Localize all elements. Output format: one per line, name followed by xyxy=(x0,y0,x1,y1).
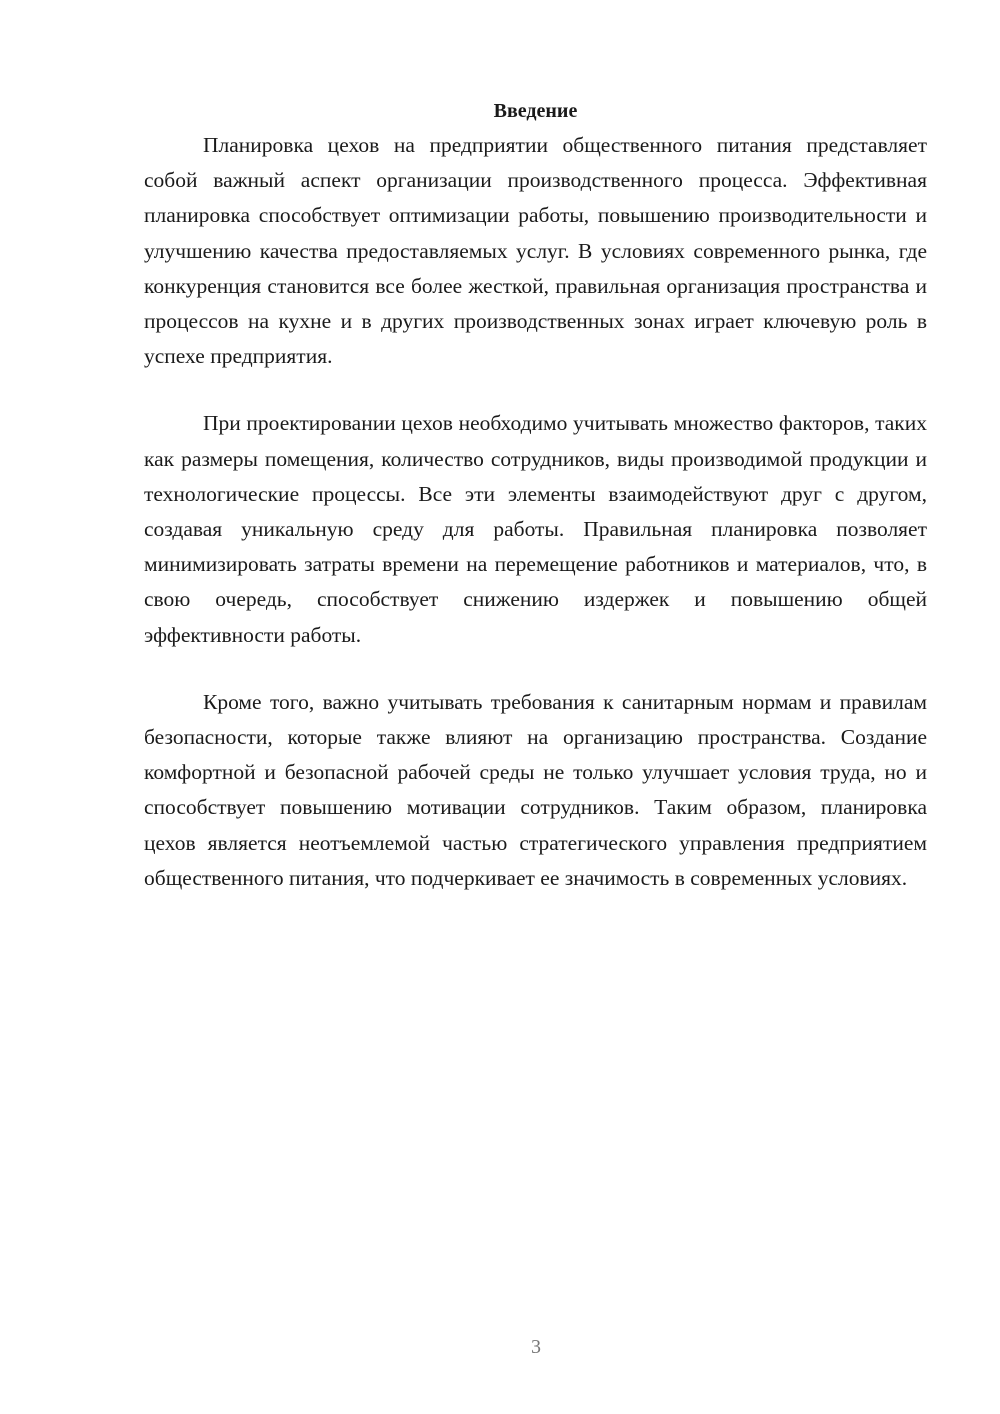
page-number: 3 xyxy=(531,1336,541,1358)
paragraph-2: При проектировании цехов необходимо учитывать множество факторов, таких как размеры помещения, количество сотрудников, виды производимой продукции и технологические процессы. Все эти элементы взаимодействуют друг с другом, создавая уникальную среду для работы. Правильная планировка позволяет минимизировать затраты времени на перемещение работников и материалов, что, в свою очередь, способствует снижению издержек и повышению общей эффективности работы. xyxy=(144,411,927,647)
section-heading: Введение xyxy=(493,100,578,122)
paragraph-1: Планировка цехов на предприятии общественного питания представляет собой важный аспект организации производственного процесса. Эффективная планировка способствует оптимизации работы, повышению производительности и улучшению качества предоставляемых услуг. В условиях современного рынка, где конкуренция становится все более жесткой, правильная организация пространства и процессов на кухне и в других производственных зонах играет ключевую роль в успехе предприятия. xyxy=(144,133,927,369)
page-content xyxy=(144,95,927,896)
paragraph-3: Кроме того, важно учитывать требования к санитарным нормам и правилам безопасности, которые также влияют на организацию пространства. Создание комфортной и безопасной рабочей среды не только улучшает условия труда, но и способствует повышению мотивации сотрудников. Таким образом, планировка цехов является неотъемлемой частью стратегического управления предприятием общественного питания, что подчеркивает ее значимость в современных условиях. xyxy=(144,689,927,890)
